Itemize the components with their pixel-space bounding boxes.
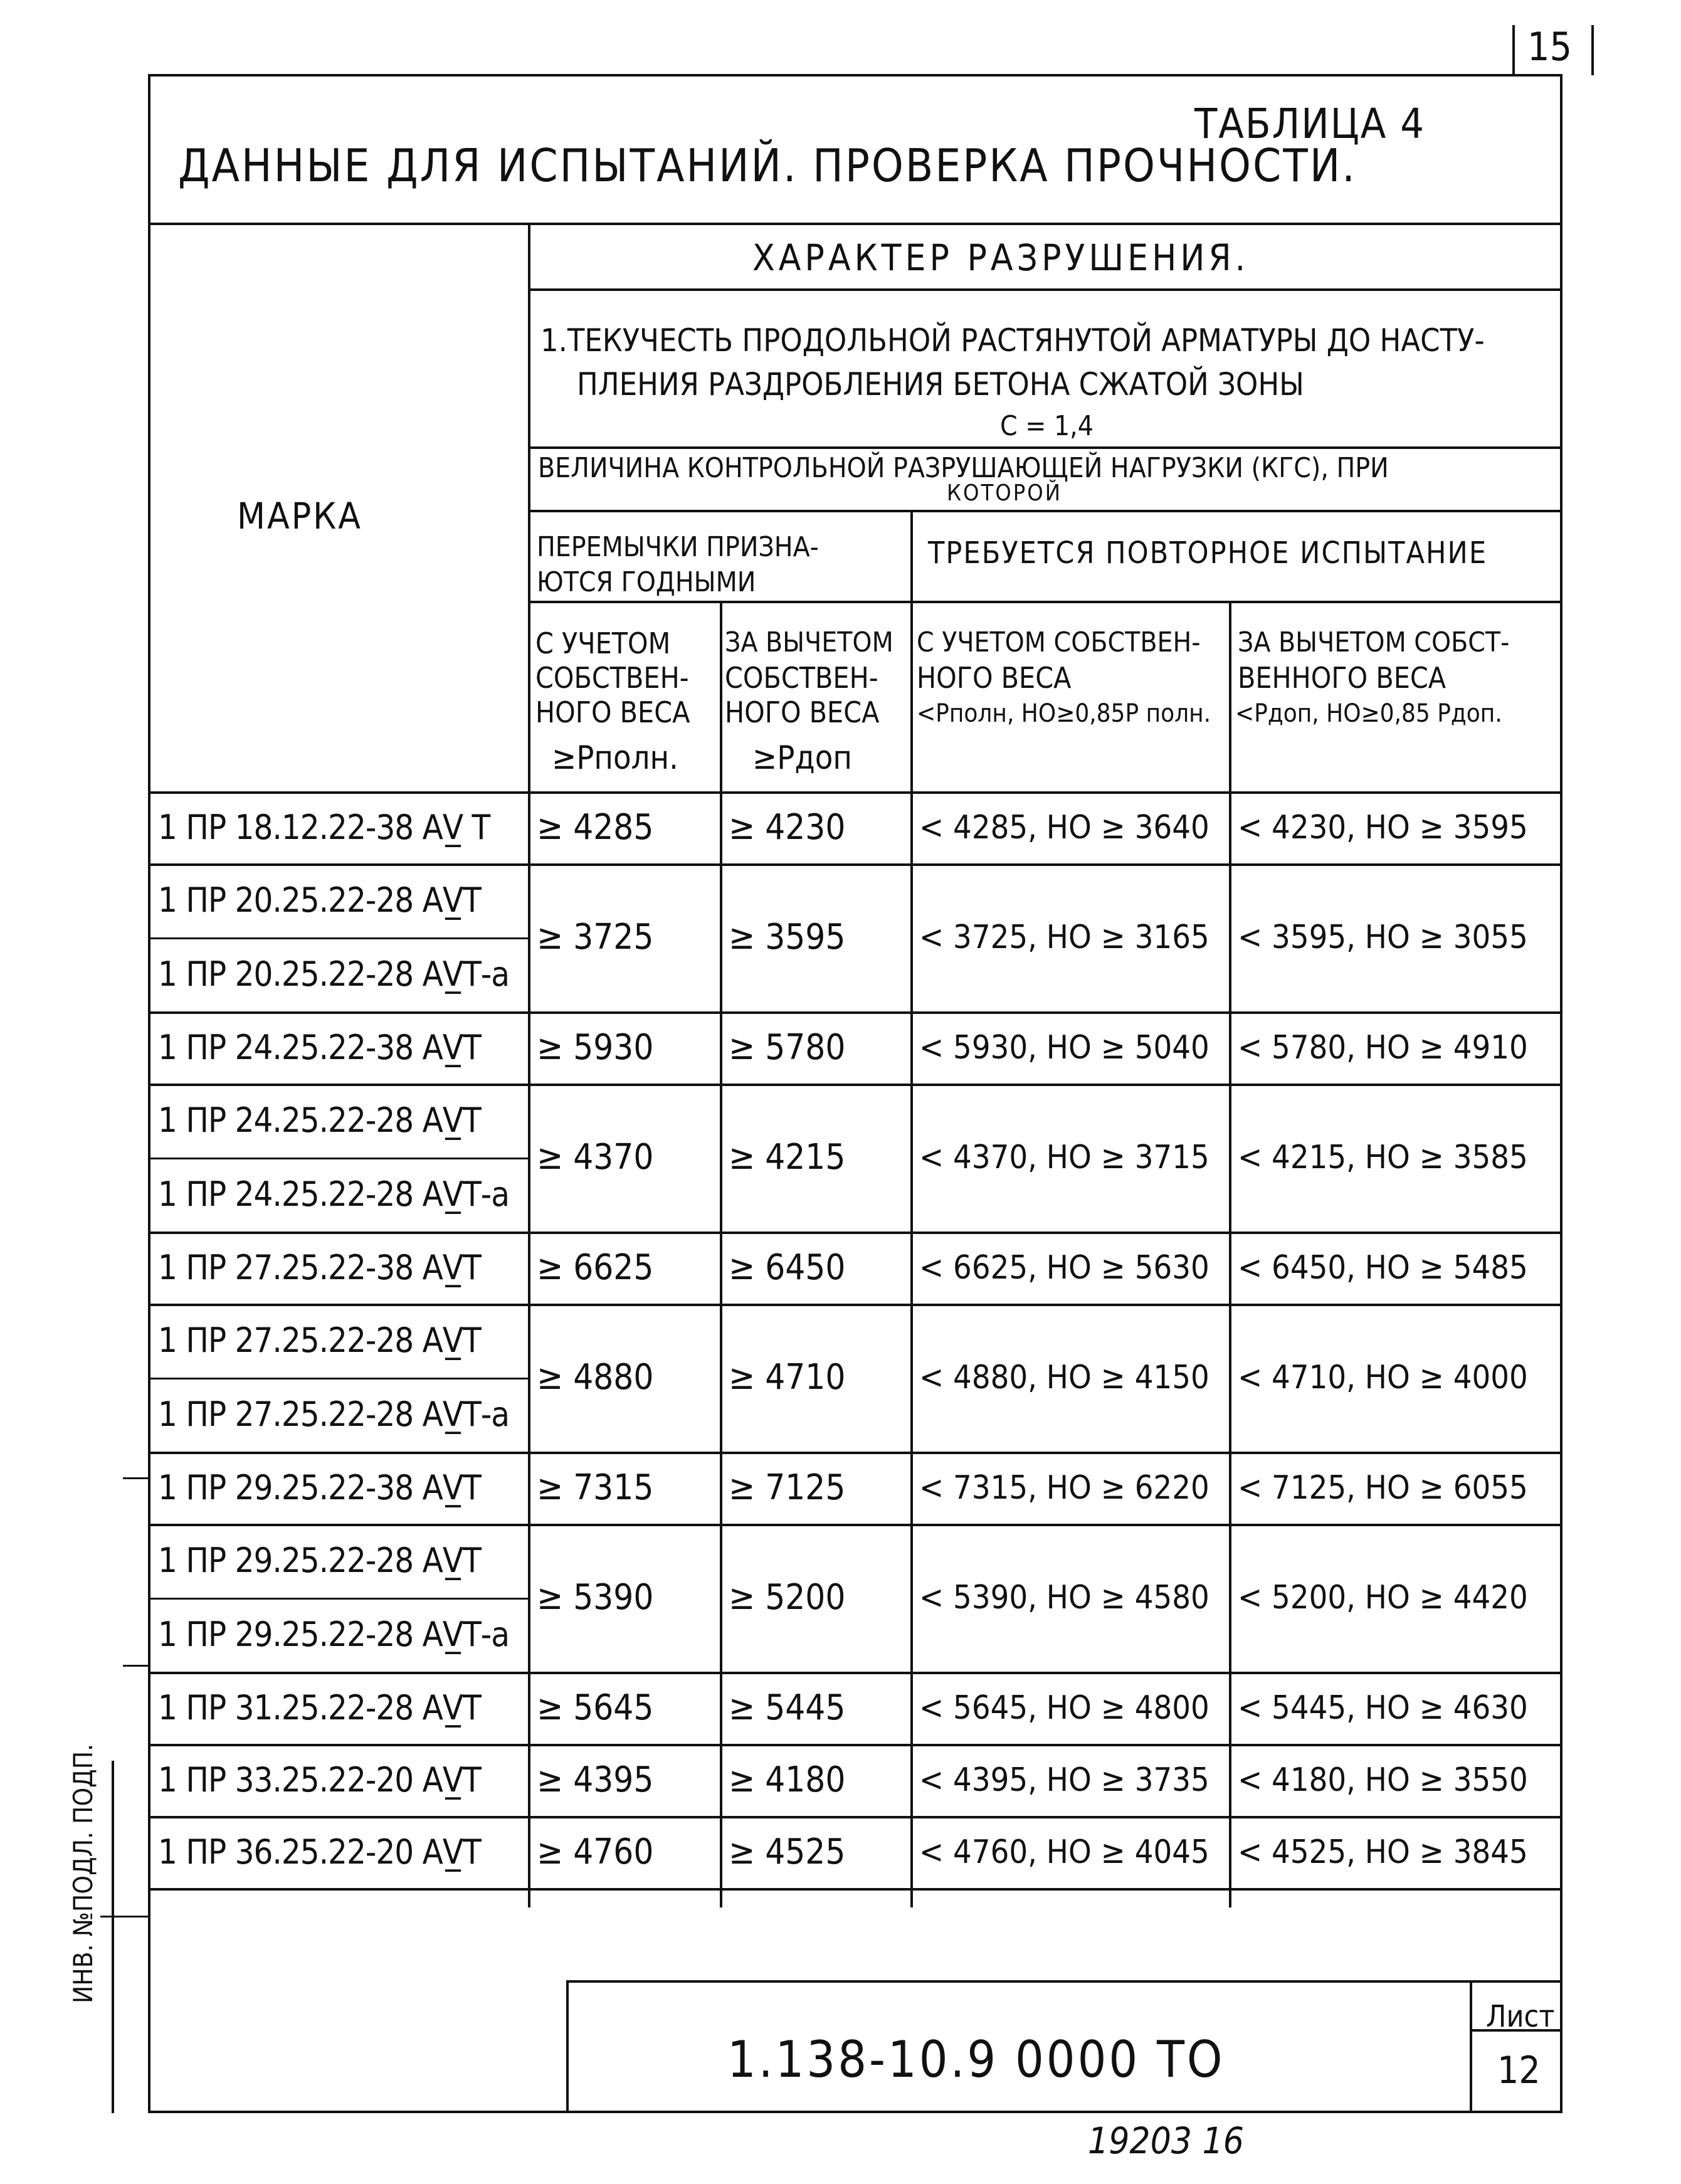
sheet-label: Лист [1486, 1999, 1555, 2034]
header-rule-1 [528, 288, 1562, 291]
mark-subrow-rule [148, 1378, 530, 1380]
row-value-col1: ≥ 5390 [537, 1577, 654, 1618]
row-value-col4: < 4710, НО ≥ 4000 [1238, 1359, 1528, 1396]
row-value-col1: ≥ 4395 [537, 1759, 654, 1800]
row-mark: 1 ПР 20.25.22-28 АV̲Т-а [158, 954, 510, 994]
header-col-rule-mid [910, 510, 913, 1907]
case-line-2: ПЛЕНИЯ РАЗДРОБЛЕНИЯ БЕТОНА СЖАТОЙ ЗОНЫ [577, 366, 1304, 403]
row-mark: 1 ПР 24.25.22-28 АV̲Т [158, 1100, 481, 1140]
row-value-col2: ≥ 3595 [729, 917, 846, 957]
row-mark: 1 ПР 27.25.22-28 АV̲Т [158, 1321, 481, 1360]
load-line-1: ВЕЛИЧИНА КОНТРОЛЬНОЙ РАЗРУШАЮЩЕЙ НАГРУЗКИ (КГС), ПРИ [538, 452, 1389, 484]
binding-tick-2 [123, 1665, 149, 1667]
row-value-col3: < 5645, НО ≥ 4800 [919, 1689, 1209, 1727]
document-code: 1.138-10.9 0000 ТО [727, 2030, 1225, 2089]
row-value-col2: ≥ 4525 [729, 1831, 846, 1872]
col1-line-4: ≥Pполн. [552, 739, 678, 777]
sheet-number: 12 [1497, 2049, 1541, 2092]
col1-line-3: НОГО ВЕСА [535, 695, 690, 729]
col4-line-1: ЗА ВЫЧЕТОМ СОБСТ- [1238, 626, 1510, 658]
load-line-2: КОТОРОЙ [947, 480, 1062, 506]
row-value-col2: ≥ 7125 [729, 1467, 846, 1508]
header-rule-4 [528, 601, 1562, 603]
row-value-col3: < 3725, НО ≥ 3165 [919, 919, 1209, 956]
mark-subrow-rule [148, 1158, 530, 1159]
col2-line-4: ≥Pдоп [752, 739, 852, 777]
row-value-col1: ≥ 7315 [537, 1467, 654, 1508]
row-mark: 1 ПР 29.25.22-38 АV̲Т [158, 1467, 481, 1507]
row-value-col2: ≥ 5780 [729, 1026, 846, 1068]
page-number-divider-right [1591, 25, 1594, 75]
row-mark: 1 ПР 36.25.22-20 АV̲Т [158, 1832, 481, 1872]
row-mark: 1 ПР 24.25.22-28 АV̲Т-а [158, 1174, 510, 1214]
row-value-col1: ≥ 4370 [537, 1137, 654, 1178]
row-mark: 1 ПР 27.25.22-28 АV̲Т-а [158, 1395, 510, 1434]
col1-line-2: СОБСТВЕН- [535, 661, 689, 695]
failure-type-header: ХАРАКТЕР РАЗРУШЕНИЯ. [752, 236, 1250, 279]
accepted-line-2: ЮТСЯ ГОДНЫМИ [537, 566, 756, 598]
row-value-col4: < 3595, НО ≥ 3055 [1238, 919, 1528, 956]
row-value-col2: ≥ 4230 [729, 806, 846, 848]
row-value-col3: < 4760, НО ≥ 4045 [919, 1833, 1209, 1871]
row-value-col2: ≥ 4215 [729, 1137, 846, 1178]
row-value-col4: < 6450, НО ≥ 5485 [1238, 1248, 1528, 1287]
row-value-col3: < 4395, НО ≥ 3735 [919, 1761, 1209, 1799]
retest-header: ТРЕБУЕТСЯ ПОВТОРНОЕ ИСПЫТАНИЕ [928, 535, 1488, 571]
side-label: ИНВ. №ПОДЛ. ПОДП. [68, 1743, 98, 2003]
header-rule-2 [528, 446, 1562, 449]
row-value-col3: < 4370, НО ≥ 3715 [919, 1139, 1209, 1176]
row-value-col2: ≥ 4710 [729, 1357, 846, 1398]
table-caption: ТАБЛИЦА 4 [1194, 100, 1426, 148]
row-value-col3: < 4880, НО ≥ 4150 [919, 1359, 1209, 1396]
mark-header: МАРКА [237, 495, 362, 537]
row-value-col3: < 5930, НО ≥ 5040 [919, 1028, 1209, 1067]
document-title: ДАННЫЕ ДЛЯ ИСПЫТАНИЙ. ПРОВЕРКА ПРОЧНОСТИ. [178, 139, 1357, 192]
col4-line-3: <Pдоп, НО≥0,85 Pдоп. [1235, 699, 1502, 728]
binding-tick-1 [123, 1477, 149, 1479]
mark-subrow-rule [148, 937, 530, 939]
col2-line-2: СОБСТВЕН- [725, 661, 878, 695]
row-value-col2: ≥ 4180 [729, 1759, 846, 1800]
col3-line-1: С УЧЕТОМ СОБСТВЕН- [917, 626, 1201, 658]
row-mark: 1 ПР 20.25.22-28 АV̲Т [158, 880, 481, 920]
row-value-col4: < 5780, НО ≥ 4910 [1238, 1028, 1528, 1067]
header-col-rule-1 [720, 601, 722, 1907]
page-number-divider [1512, 25, 1515, 75]
row-value-col1: ≥ 4760 [537, 1831, 654, 1872]
header-rule-3 [528, 510, 1562, 512]
row-value-col4: < 5200, НО ≥ 4420 [1238, 1579, 1528, 1617]
row-mark: 1 ПР 31.25.22-28 АV̲Т [158, 1687, 481, 1728]
row-mark: 1 ПР 29.25.22-28 АV̲Т [158, 1541, 481, 1580]
row-mark: 1 ПР 18.12.22-38 АV̲ Т [158, 807, 490, 847]
col2-line-1: ЗА ВЫЧЕТОМ [725, 626, 893, 658]
handwritten-note: 19203 16 [1088, 2119, 1244, 2162]
row-mark: 1 ПР 27.25.22-38 АV̲Т [158, 1247, 481, 1287]
row-value-col1: ≥ 5930 [537, 1026, 654, 1068]
row-value-col2: ≥ 6450 [729, 1247, 846, 1288]
row-value-col4: < 4215, НО ≥ 3585 [1238, 1139, 1528, 1176]
row-value-col1: ≥ 6625 [537, 1247, 654, 1288]
col4-line-2: ВЕННОГО ВЕСА [1238, 661, 1447, 695]
case-line-1: 1.ТЕКУЧЕСТЬ ПРОДОЛЬНОЙ РАСТЯНУТОЙ АРМАТУРЫ ДО НАСТУ- [540, 322, 1485, 359]
col3-line-2: НОГО ВЕСА [917, 661, 1072, 695]
row-value-col4: < 5445, НО ≥ 4630 [1238, 1689, 1528, 1727]
binding-tick-3 [100, 1916, 149, 1918]
row-value-col4: < 4230, НО ≥ 3595 [1238, 808, 1528, 847]
row-value-col2: ≥ 5445 [729, 1687, 846, 1728]
stamp-sheet-divider [1470, 1980, 1472, 2113]
page-number: 15 [1527, 24, 1572, 70]
coefficient: C = 1,4 [1000, 410, 1093, 442]
row-value-col1: ≥ 3725 [537, 917, 654, 957]
row-rule [148, 1888, 1562, 1891]
row-value-col4: < 4180, НО ≥ 3550 [1238, 1761, 1528, 1799]
row-value-col3: < 7315, НО ≥ 6220 [919, 1469, 1209, 1507]
row-mark: 1 ПР 33.25.22-20 АV̲Т [158, 1759, 481, 1800]
accepted-line-1: ПЕРЕМЫЧКИ ПРИЗНА- [537, 531, 819, 563]
row-value-col1: ≥ 4880 [537, 1357, 654, 1398]
row-mark: 1 ПР 24.25.22-38 АV̲Т [158, 1027, 481, 1067]
row-value-col3: < 5390, НО ≥ 4580 [919, 1579, 1209, 1617]
col1-line-1: С УЧЕТОМ [535, 626, 671, 660]
row-mark: 1 ПР 29.25.22-28 АV̲Т-а [158, 1615, 510, 1654]
col3-line-3: <Pполн, НО≥0,85P полн. [917, 699, 1211, 728]
mark-subrow-rule [148, 1598, 530, 1600]
row-value-col1: ≥ 5645 [537, 1687, 654, 1728]
header-col-rule-3 [1229, 601, 1231, 1907]
binding-margin-line [112, 1761, 114, 2113]
row-value-col2: ≥ 5200 [729, 1577, 846, 1618]
row-value-col4: < 4525, НО ≥ 3845 [1238, 1833, 1528, 1871]
row-value-col4: < 7125, НО ≥ 6055 [1238, 1469, 1528, 1507]
col2-line-3: НОГО ВЕСА [725, 695, 880, 729]
mark-column-rule [528, 223, 530, 1907]
row-value-col3: < 6625, НО ≥ 5630 [919, 1248, 1209, 1287]
row-value-col3: < 4285, НО ≥ 3640 [919, 808, 1209, 847]
row-value-col1: ≥ 4285 [537, 806, 654, 848]
title-bottom-rule [148, 223, 1562, 225]
